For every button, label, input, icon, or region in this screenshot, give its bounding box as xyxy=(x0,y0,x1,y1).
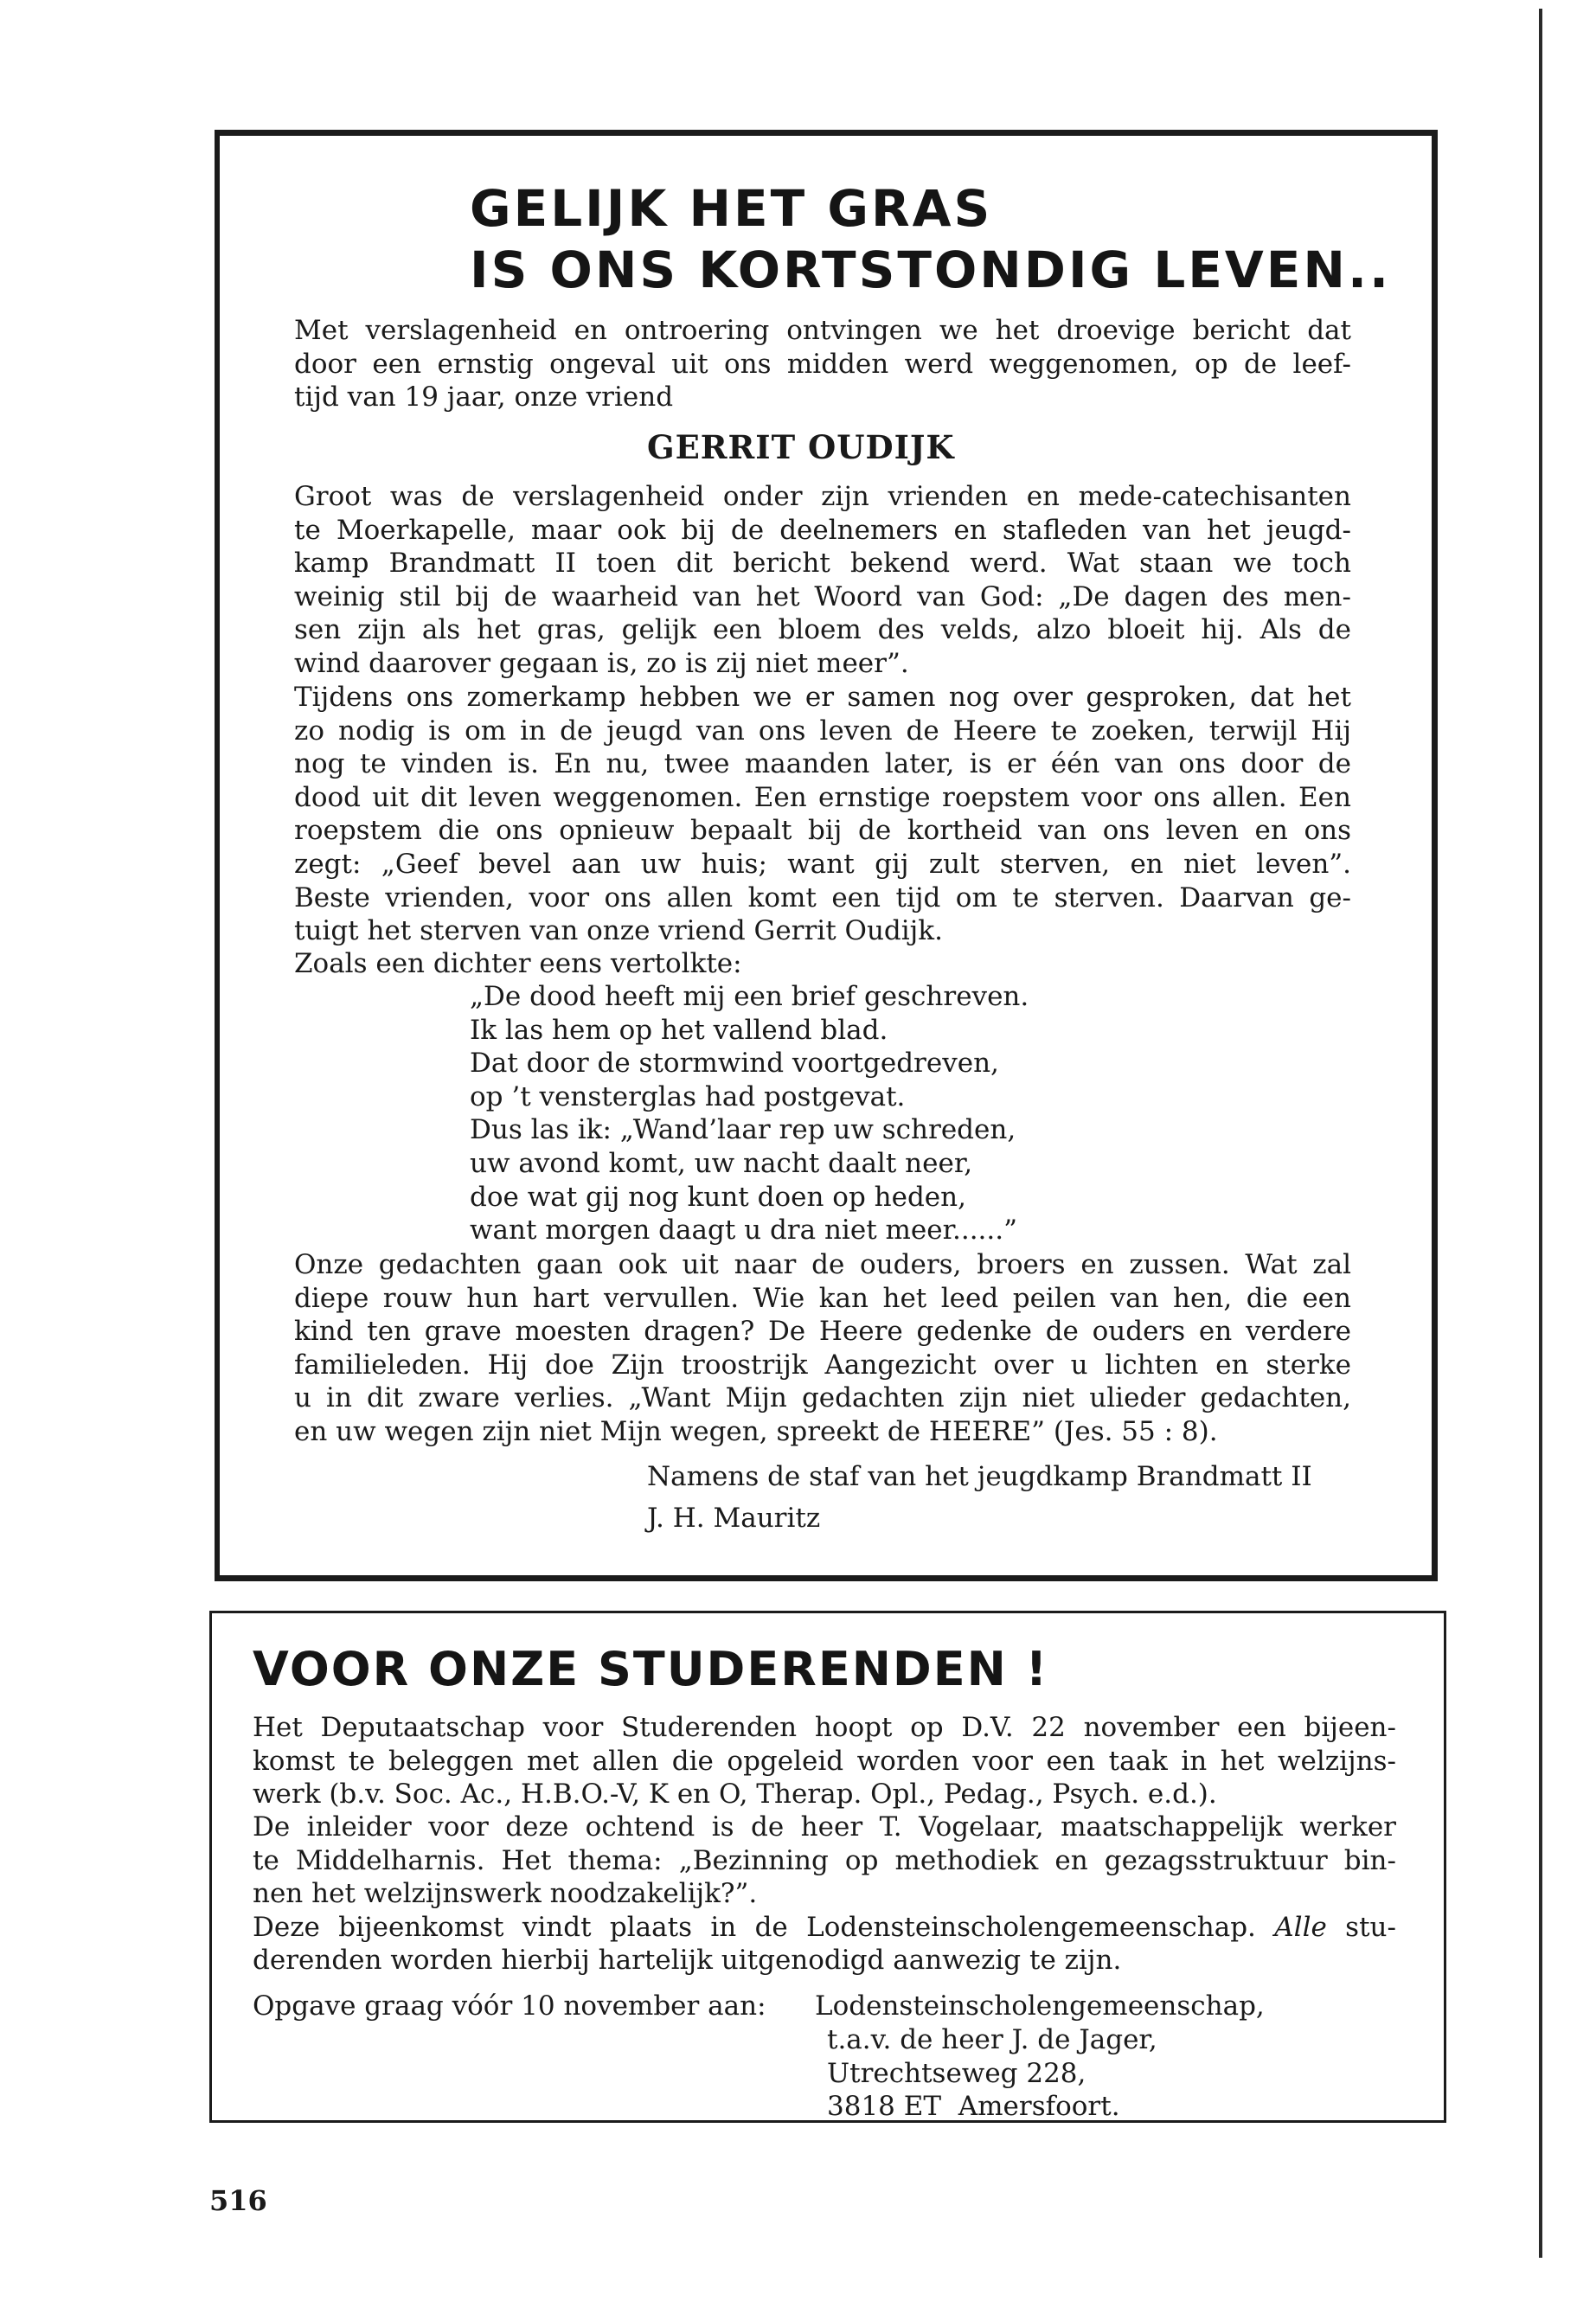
signature-name: J. H. Mauritz xyxy=(647,1503,821,1534)
text-line: wind daarover gegaan is, zo is zij niet meer”. xyxy=(294,648,909,679)
text-line: diepe rouw hun hart vervullen. Wie kan het leed peilen van hen, die een xyxy=(294,1282,1351,1314)
poem-line: Dus las ik: „Wand’laar rep uw schreden, xyxy=(470,1114,1016,1146)
obituary-headline-line-1: GELIJK HET GRAS xyxy=(470,179,993,238)
invitation-text: Deze bijeenkomst vindt plaats in de Lodensteinscholengemeenschap. xyxy=(253,1912,1275,1943)
text-line: komst te beleggen met allen die opgeleid worden voor een taak in het welzijns- xyxy=(253,1745,1396,1777)
obituary-headline-line-2: IS ONS KORTSTONDIG LEVEN.. xyxy=(470,240,1392,299)
text-line: dood uit dit leven weggenomen. Een ernstige roepstem voor ons allen. Een xyxy=(294,781,1351,813)
poem-line: op ’t vensterglas had postgevat. xyxy=(470,1080,906,1112)
text-line: u in dit zware verlies. „Want Mijn gedachten zijn niet ulieder gedachten, xyxy=(294,1382,1351,1414)
text-line: zo nodig is om in de jeugd van ons leven de Heere te zoeken, terwijl Hij xyxy=(294,715,1351,747)
text-line: Het Deputaatschap voor Studerenden hoopt op D.V. 22 november een bijeen- xyxy=(253,1712,1396,1743)
text-line: te Middelharnis. Het thema: „Bezinning op methodiek en gezagsstruktuur bin- xyxy=(253,1844,1396,1876)
text-line: en uw wegen zijn niet Mijn wegen, spreekt de HEERE” (Jes. 55 : 8). xyxy=(294,1416,1218,1447)
invitation-line xyxy=(253,1911,1396,1945)
invitation-text-end: stu- xyxy=(1326,1912,1396,1943)
address-line: Utrechtseweg 228, xyxy=(827,2057,1086,2089)
poem-line: Ik las hem op het vallend blad. xyxy=(470,1014,888,1046)
text-line: nog te vinden is. En nu, twee maanden later, is er één van ons door de xyxy=(294,748,1351,780)
text-line: kind ten grave moesten dragen? De Heere gedenke de ouders en verdere xyxy=(294,1316,1351,1348)
text-line: nen het welzijnswerk noodzakelijk?”. xyxy=(253,1878,758,1909)
text-line: Met verslagenheid en ontroering ontvingen we het droevige bericht dat xyxy=(294,315,1351,346)
text-line: familieleden. Hij doe Zijn troostrijk Aangezicht over u lichten en sterke xyxy=(294,1349,1351,1381)
students-notice-body-2 xyxy=(253,1811,1396,1877)
text-line: roepstem die ons opnieuw bepaalt bij de kortheid van ons leven en ons xyxy=(294,815,1351,847)
obituary-intro xyxy=(294,314,1351,381)
text-line: Zoals een dichter eens vertolkte: xyxy=(294,948,742,979)
text-line: Groot was de verslagenheid onder zijn vrienden en mede-catechisanten xyxy=(294,481,1351,512)
obituary-closing xyxy=(294,1248,1351,1415)
address-line: 3818 ET Amersfoort. xyxy=(827,2091,1120,2123)
text-line: Tijdens ons zomerkamp hebben we er samen nog over gesproken, dat het xyxy=(294,682,1351,713)
address-block-2 xyxy=(827,2023,1157,2124)
text-line: sen zijn als het gras, gelijk een bloem des velds, alzo bloeit hij. Als de xyxy=(294,614,1351,646)
text-line: Onze gedachten gaan ook uit naar de ouders, broers en zussen. Wat zal xyxy=(294,1249,1351,1280)
deceased-name: GERRIT OUDIJK xyxy=(647,428,955,466)
invitation-emphasis: Alle xyxy=(1274,1912,1327,1943)
text-line: door een ernstig ongeval uit ons midden werd weggenomen, op de leef- xyxy=(294,348,1351,380)
address-line: t.a.v. de heer J. de Jager, xyxy=(827,2024,1157,2055)
poem xyxy=(470,980,1029,1247)
poem-line: „De dood heeft mij een brief geschreven. xyxy=(470,981,1029,1012)
text-line: zegt: „Geef bevel aan uw huis; want gij zult sterven, en niet leven”. xyxy=(294,848,1351,880)
address-line: Lodensteinscholengemeenschap, xyxy=(815,1990,1265,2022)
signup-label: Opgave graag vóór 10 november aan: xyxy=(253,1990,766,2022)
text-line: werk (b.v. Soc. Ac., H.B.O.-V, K en O, Therap. Opl., Pedag., Psych. e.d.). xyxy=(253,1779,1217,1810)
text-line: De inleider voor deze ochtend is de heer T. Vogelaar, maatschappelijk werker xyxy=(253,1811,1396,1843)
obituary-body xyxy=(294,480,1351,647)
poem-line: uw avond komt, uw nacht daalt neer, xyxy=(470,1147,973,1179)
poem-line: doe wat gij nog kunt doen op heden, xyxy=(470,1181,966,1213)
students-notice-body xyxy=(253,1711,1396,1778)
students-notice-headline: VOOR ONZE STUDERENDEN ! xyxy=(253,1642,1049,1696)
text-line: tuigt het sterven van onze vriend Gerrit Oudijk. xyxy=(294,915,943,946)
page-edge-rule xyxy=(1539,9,1542,2258)
text-line: te Moerkapelle, maar ook bij de deelnemers en stafleden van het jeugd- xyxy=(294,514,1351,546)
text-line: tijd van 19 jaar, onze vriend xyxy=(294,381,674,413)
text-line: kamp Brandmatt II toen dit bericht bekend werd. Wat staan we toch xyxy=(294,548,1351,580)
poem-line: Dat door de stormwind voortgedreven, xyxy=(470,1048,999,1080)
text-line: derenden worden hierbij hartelijk uitgenodigd aanwezig te zijn. xyxy=(253,1945,1122,1976)
obituary-body-2 xyxy=(294,681,1351,914)
text-line: weinig stil bij de waarheid van het Woord van God: „De dagen des men- xyxy=(294,580,1351,612)
text-line: Beste vrienden, voor ons allen komt een tijd om te sterven. Daarvan ge- xyxy=(294,881,1351,913)
poem-line: want morgen daagt u dra niet meer......” xyxy=(470,1215,1017,1247)
page-number: 516 xyxy=(209,2184,267,2217)
signature-organisation: Namens de staf van het jeugdkamp Brandmatt II xyxy=(647,1461,1312,1492)
address-block xyxy=(815,1990,1265,2023)
